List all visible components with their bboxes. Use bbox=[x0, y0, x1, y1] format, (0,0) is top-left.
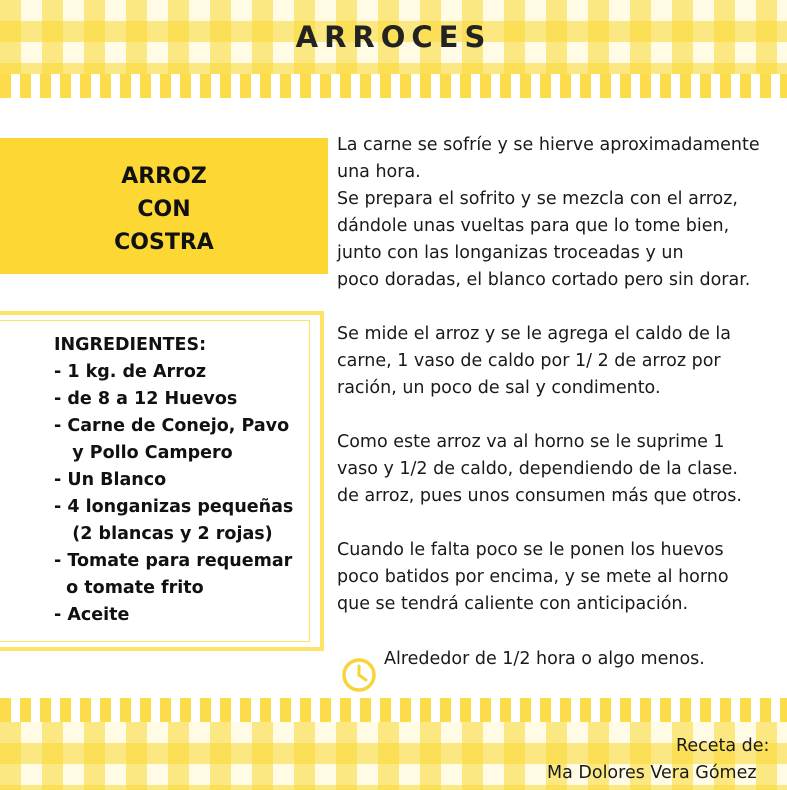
text-line: poco batidos por encima, y se mete al horno bbox=[337, 567, 729, 587]
page-title: ARROCES bbox=[295, 20, 492, 54]
bottom-dashed-border bbox=[0, 698, 787, 722]
text-line: Como este arroz va al horno se le suprime 1 bbox=[337, 432, 725, 452]
credit-label: Receta de: bbox=[676, 736, 770, 756]
text-line: una hora. bbox=[337, 162, 421, 182]
text-line: La carne se sofríe y se hierve aproximadamente bbox=[337, 135, 760, 155]
top-dashed-border bbox=[0, 74, 787, 98]
instructions-paragraph bbox=[337, 537, 787, 618]
text-line: Se mide el arroz y se le agrega el caldo de la bbox=[337, 324, 732, 344]
recipe-title-line: ARROZ bbox=[121, 164, 207, 189]
instructions-paragraph bbox=[337, 429, 787, 510]
text-line: dándole unas vueltas para que lo tome bien, bbox=[337, 216, 730, 236]
ingredient-item: - Tomate para requemar bbox=[54, 551, 293, 571]
ingredients-list bbox=[54, 332, 319, 629]
ingredient-item: - de 8 a 12 Huevos bbox=[54, 389, 238, 409]
text-line: Se prepara el sofrito y se mezcla con el arroz, bbox=[337, 189, 738, 209]
text-line: junto con las longanizas troceadas y un bbox=[337, 243, 684, 263]
instructions-paragraph bbox=[337, 321, 787, 402]
credit-author: Ma Dolores Vera Gómez bbox=[547, 763, 757, 783]
ingredients-heading: INGREDIENTES: bbox=[54, 335, 207, 355]
clock-icon bbox=[341, 657, 377, 693]
ingredient-item: - Carne de Conejo, Pavo bbox=[54, 416, 290, 436]
instructions-paragraph bbox=[337, 132, 787, 294]
ingredient-item: o tomate frito bbox=[54, 578, 204, 598]
recipe-title bbox=[0, 160, 328, 259]
text-line: que se tendrá caliente con anticipación. bbox=[337, 594, 689, 614]
ingredient-item: - 4 longanizas pequeñas bbox=[54, 497, 294, 517]
ingredient-item: y Pollo Campero bbox=[54, 443, 233, 463]
ingredient-item: - Un Blanco bbox=[54, 470, 167, 490]
instructions bbox=[337, 132, 787, 645]
text-line: ración, un poco de sal y condimento. bbox=[337, 378, 661, 398]
text-line: de arroz, pues unos consumen más que otros. bbox=[337, 486, 742, 506]
text-line: carne, 1 vaso de caldo por 1/ 2 de arroz por bbox=[337, 351, 721, 371]
ingredient-item: - 1 kg. de Arroz bbox=[54, 362, 207, 382]
text-line: Cuando le falta poco se le ponen los huevos bbox=[337, 540, 724, 560]
recipe-title-box bbox=[0, 138, 328, 274]
text-line: vaso y 1/2 de caldo, dependiendo de la clase. bbox=[337, 459, 738, 479]
recipe-title-line: CON bbox=[137, 197, 191, 222]
ingredient-item: - Aceite bbox=[54, 605, 130, 625]
cooking-time: Alrededor de 1/2 hora o algo menos. bbox=[384, 649, 705, 669]
text-line: poco doradas, el blanco cortado pero sin dorar. bbox=[337, 270, 751, 290]
recipe-title-line: COSTRA bbox=[114, 230, 214, 255]
ingredient-item: (2 blancas y 2 rojas) bbox=[54, 524, 273, 544]
